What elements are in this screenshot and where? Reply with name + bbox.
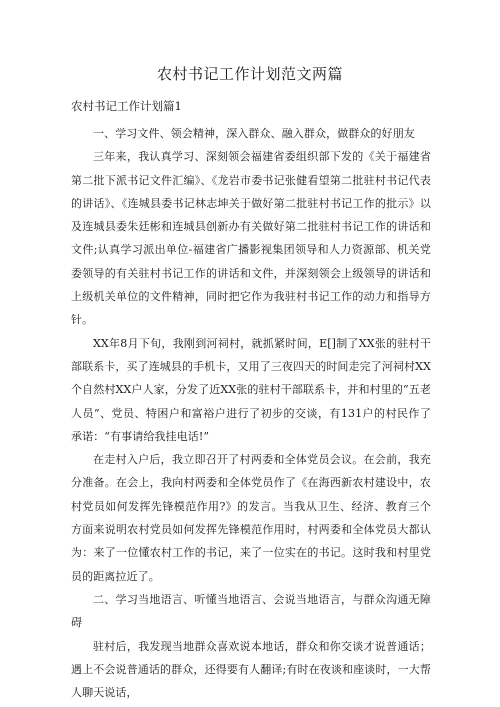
paragraph: 驻村后，我发现当地群众喜欢说本地话，群众和你交谈才说普通话；遇上不会说普通话的群众，还得要有人翻译;有时在夜谈和座谈时，一大帮人聊天说话， (71, 639, 431, 700)
document-body (71, 122, 431, 704)
paragraph: 在走村入户后，我立即召开了村两委和全体党员会议。在会前，我充分准备。在会上，我向村两委和全体党员作了《在海西新农村建设中，农村党员如何发挥先锋模范作用?》的发言。当我从卫生、经济、教育三个方面来说明农村党员如何发挥先锋模范作用时，村两委和全体党员大都认为：来了一位懂农村工作的书记，来了一位实在的书记。这时我和村里党员的距离拉近了。 (71, 453, 431, 583)
paragraph: 三年来，我认真学习、深刻领会福建省委组织部下发的《关于福建省第二批下派书记文件汇编》、《龙岩市委书记张健看望第二批驻村书记代表的讲话》、《连城县委书记林志坤关于做好第二批驻村书记工作的批示》以及连城县委朱廷彬和连城县创新办有关做好第二批驻村书记工作的讲话和文件;认真学习派出单位-福建省广播影视集团领导和人力资源部、机关党委领导的有关驻村书记工作的讲话和文件，并深刻领会上级领导的讲话和上级机关单位的文件精神，同时把它作为我驻村书记工作的动力和指导方针。 (71, 150, 431, 327)
paragraph-heading-1: 一、学习文件、领会精神，深入群众、融入群众，做群众的好朋友 (93, 127, 415, 140)
paragraph: XX年8月下旬，我刚到河祠村，就抓紧时间，E[]制了XX张的驻村干部联系卡，买了连城县的手机卡，又用了三夜四天的时间走完了河祠村XX个自然村XX户人家，分发了近XX张的驻村干部联系卡，并和村里的“五老人员”、党员、特困户和富裕户进行了初步的交谈，有131户的村民作了承诺：“有事请给我挂电话!” (71, 336, 431, 443)
section-heading: 农村书记工作计划篇1 (71, 99, 182, 113)
paragraph-heading-2: 二、学习当地语言、听懂当地语言、会说当地语言，与群众沟通无障碍 (71, 592, 431, 630)
document-title: 农村书记工作计划范文两篇 (156, 65, 343, 83)
